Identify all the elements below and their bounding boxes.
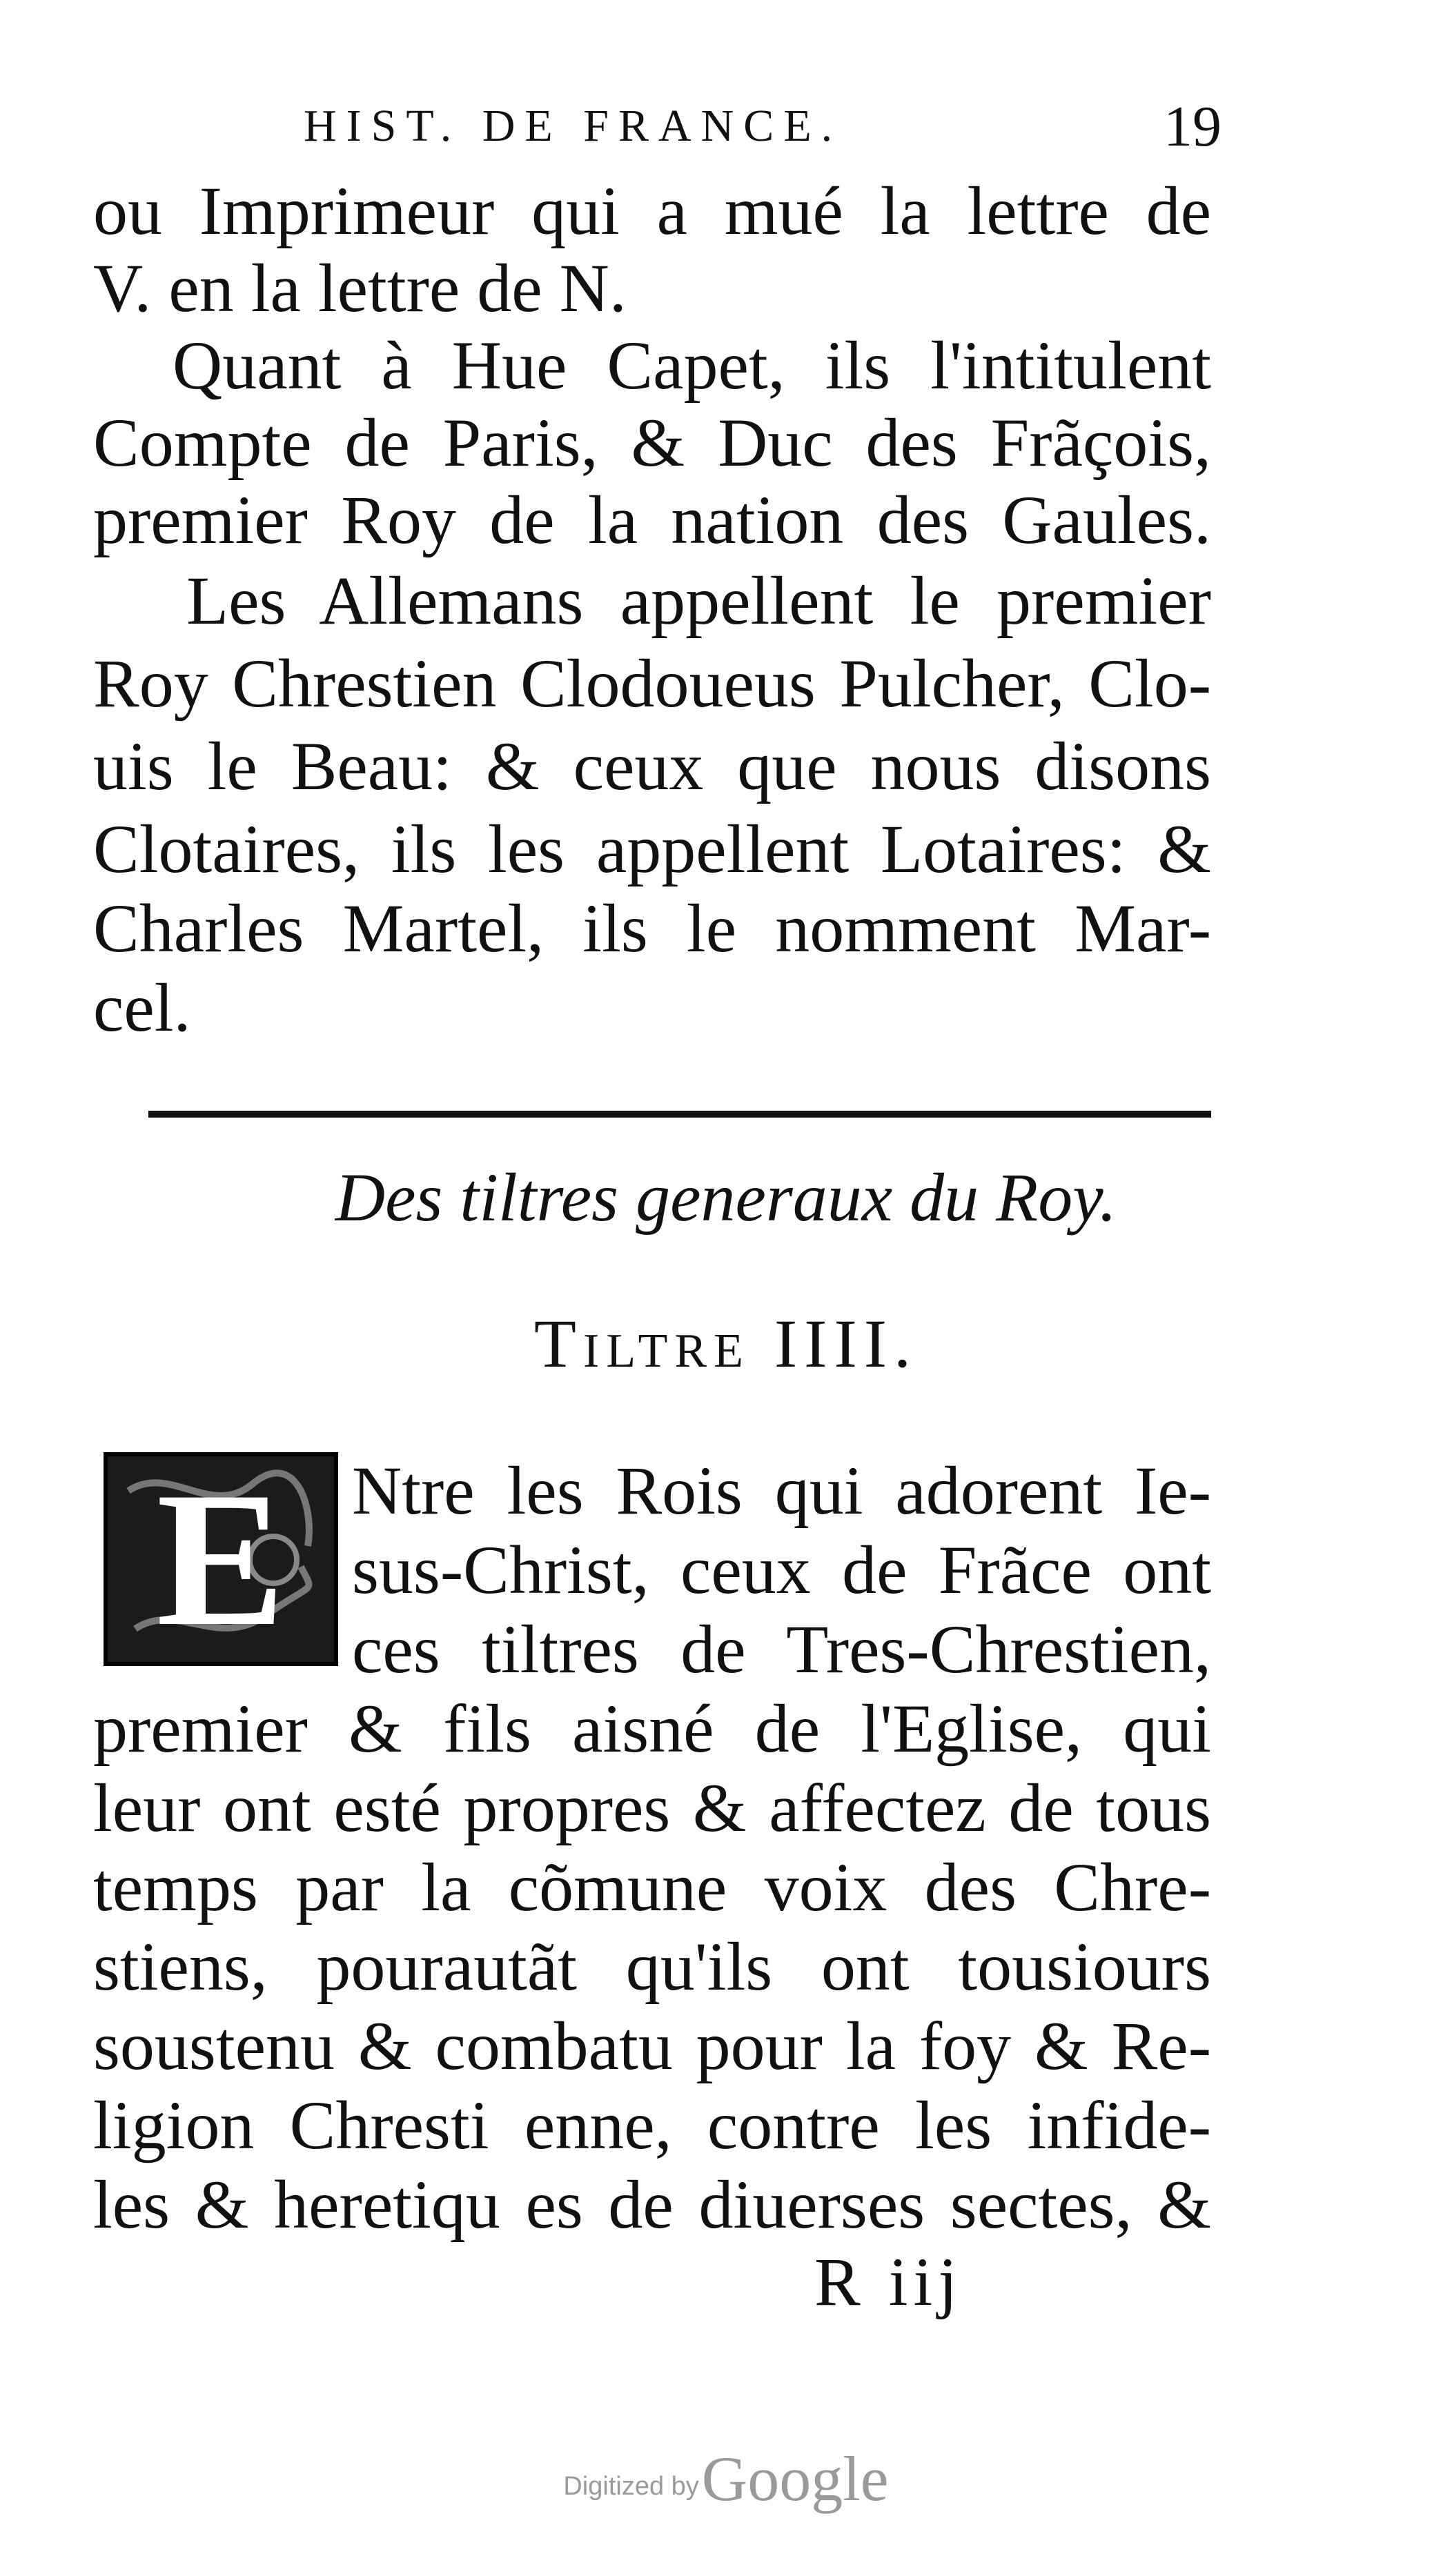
text-line: stiens, pourautãt qu'ils ont tousiours bbox=[93, 1928, 1211, 2005]
section-heading: Des tiltres generaux du Roy. bbox=[335, 1159, 1117, 1236]
text-line: uis le Beau: & ceux que nous disons bbox=[93, 728, 1211, 804]
ornamental-initial bbox=[104, 1452, 338, 1666]
watermark-prefix: Digitized by bbox=[563, 2472, 699, 2501]
running-title: HIST. DE FRANCE. bbox=[304, 101, 843, 151]
text-line: Quant à Hue Capet, ils l'intitulent bbox=[173, 327, 1211, 404]
page-number: 19 bbox=[1164, 95, 1222, 159]
signature-mark: R iij bbox=[814, 2243, 963, 2320]
initial-letter: E bbox=[156, 1452, 286, 1666]
text-line: Clotaires, ils les appellent Lotaires: & bbox=[93, 811, 1211, 887]
text-line: Charles Martel, ils le nomment Mar- bbox=[93, 890, 1211, 967]
text-line: les & heretiqu es de diuerses sectes, & bbox=[93, 2166, 1211, 2243]
watermark-brand: Google bbox=[701, 2444, 889, 2514]
text-line: leur ont esté propres & affectez de tous bbox=[93, 1770, 1211, 1846]
digitization-watermark bbox=[0, 2442, 1452, 2515]
text-line: cel. bbox=[93, 969, 191, 1046]
text-line: Compte de Paris, & Duc des Frãçois, bbox=[93, 404, 1211, 481]
running-header bbox=[304, 93, 1222, 169]
section-rule bbox=[148, 1111, 1211, 1118]
text-line: ligion Chresti enne, contre les infide- bbox=[93, 2087, 1211, 2163]
text-line: soustenu & combatu pour la foy & Re- bbox=[93, 2008, 1211, 2084]
text-line: Roy Chrestien Clodoueus Pulcher, Clo- bbox=[93, 645, 1211, 722]
text-line: Ntre les Rois qui adorent Ie- bbox=[352, 1452, 1211, 1529]
text-line: premier & fils aisné de l'Eglise, qui bbox=[93, 1690, 1211, 1767]
text-line: temps par la cõmune voix des Chre- bbox=[93, 1849, 1211, 1925]
text-line: sus-Christ, ceux de Frãce ont bbox=[352, 1532, 1211, 1608]
text-line: V. en la lettre de N. bbox=[93, 250, 627, 326]
text-line: Les Allemans appellent le premier bbox=[186, 562, 1211, 639]
text-line: ces tiltres de Tres-Chrestien, bbox=[352, 1611, 1211, 1687]
text-line: ou Imprimeur qui a mué la lettre de bbox=[93, 172, 1211, 249]
text-line: premier Roy de la nation des Gaules. bbox=[93, 482, 1211, 558]
chapter-title: Tiltre IIII. bbox=[533, 1305, 919, 1382]
